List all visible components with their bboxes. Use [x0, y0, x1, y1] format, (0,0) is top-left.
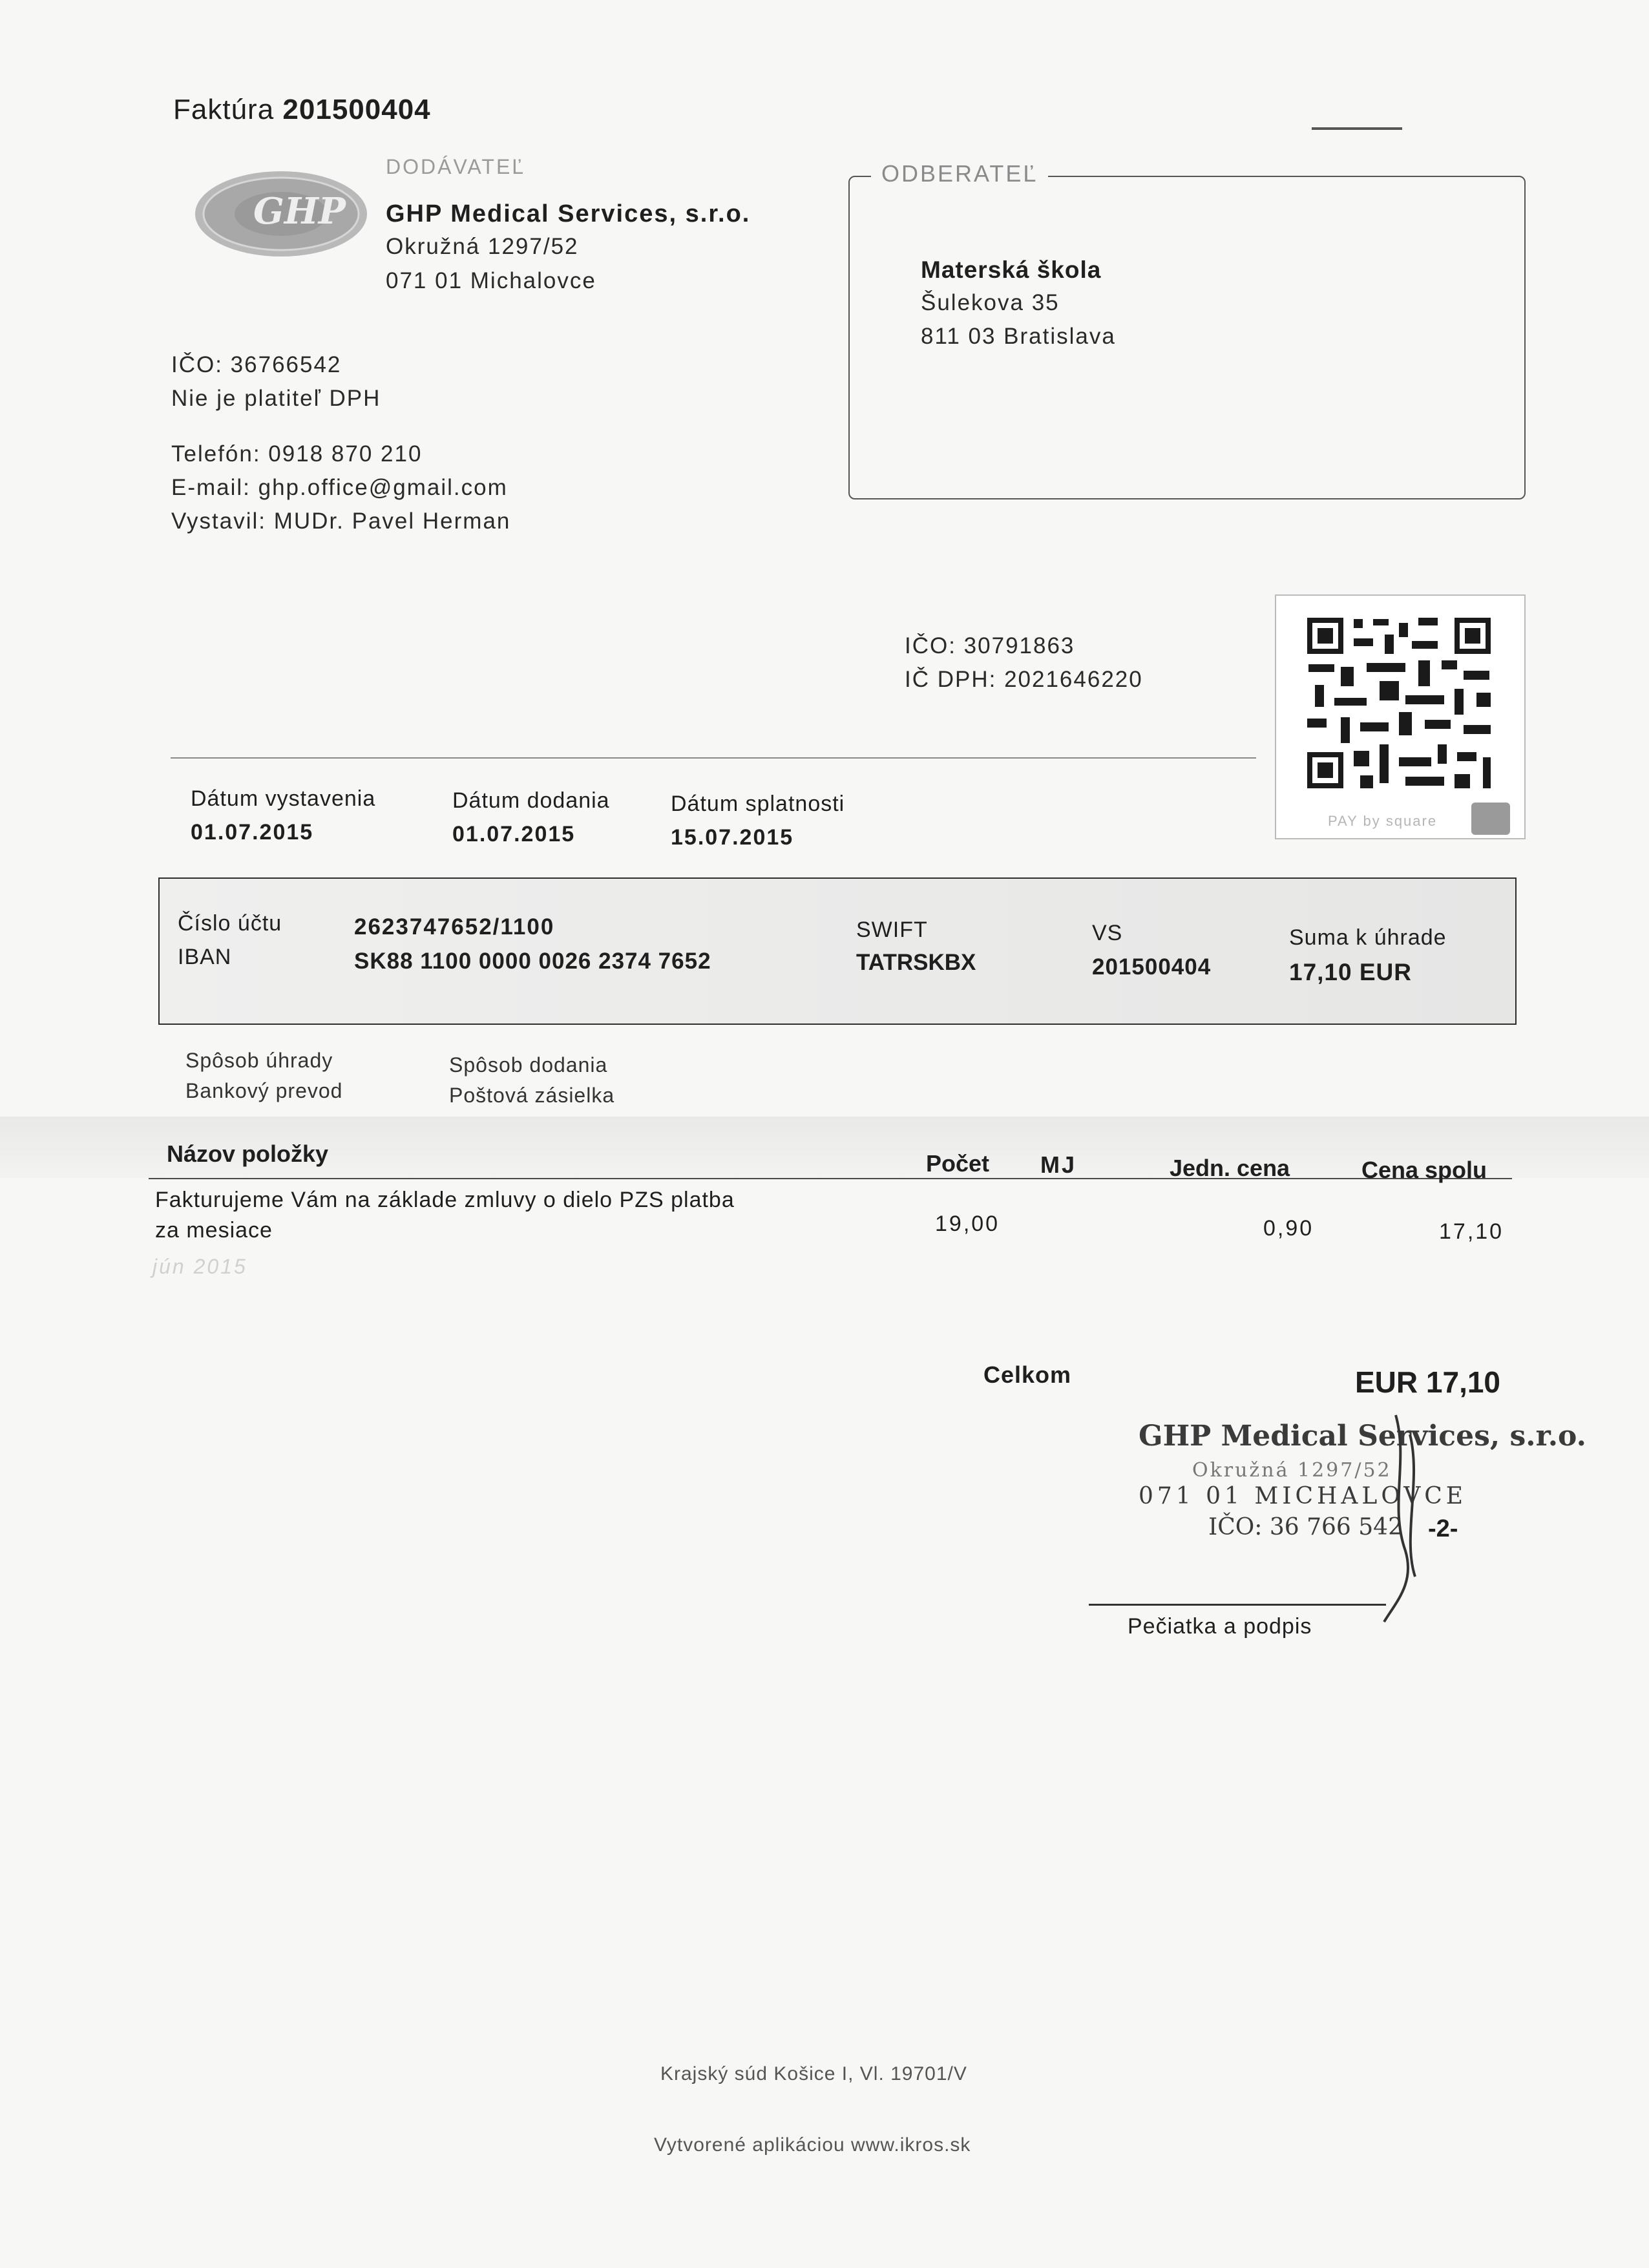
- item-description-line1: Fakturujeme Vám na základe zmluvy o dielo PZS platba: [155, 1188, 735, 1212]
- amount-value: 17,10 EUR: [1289, 959, 1412, 985]
- iban-value: SK88 1100 0000 0026 2374 7652: [354, 949, 711, 974]
- invoice-title: [173, 94, 431, 126]
- item-description-line2: za mesiace: [155, 1218, 273, 1243]
- pay-by-square-label: PAY by square: [1328, 813, 1438, 829]
- supplier-email: E-mail: ghp.office@gmail.com: [171, 475, 508, 500]
- customer-ico: IČO: 30791863: [905, 633, 1075, 658]
- header-total: Cena spolu: [1361, 1157, 1487, 1183]
- stamp-line1: GHP Medical Services, s.r.o.: [1139, 1420, 1586, 1453]
- supplier-name: GHP Medical Services, s.r.o.: [386, 200, 751, 227]
- card-icon: [1471, 803, 1510, 835]
- date-divider: [171, 757, 1256, 759]
- delivery-method-value: Poštová zásielka: [449, 1084, 615, 1107]
- swift-value: TATRSKBX: [856, 950, 976, 975]
- account-value: 2623747652/1100: [354, 914, 555, 940]
- vs-label: VS: [1092, 921, 1123, 945]
- amount-label: Suma k úhrade: [1289, 925, 1447, 950]
- supplier-logo: [194, 169, 368, 258]
- signature-line: [1089, 1604, 1386, 1606]
- item-count: 19,00: [935, 1212, 1000, 1236]
- header-item-name: Názov položky: [167, 1140, 329, 1167]
- pay-by-square-qr: [1275, 594, 1526, 839]
- item-total: 17,10: [1439, 1219, 1504, 1244]
- account-label: Číslo účtu: [178, 911, 282, 936]
- customer-city: 811 03 Bratislava: [921, 324, 1116, 349]
- customer-ic-dph: IČ DPH: 2021646220: [905, 667, 1143, 692]
- supplier-ico: IČO: 36766542: [171, 352, 342, 377]
- swift-label: SWIFT: [856, 918, 928, 942]
- supplier-issued-by: Vystavil: MUDr. Pavel Herman: [171, 509, 511, 534]
- invoice-number: 201500404: [282, 94, 431, 125]
- court-registration: Krajský súd Košice I, Vl. 19701/V: [660, 2063, 967, 2084]
- supplier-section-label: DODÁVATEĽ: [386, 155, 526, 178]
- delivery-date-label: Dátum dodania: [452, 788, 610, 813]
- total-label: Celkom: [983, 1361, 1072, 1388]
- supplier-vat-status: Nie je platiteľ DPH: [171, 386, 381, 411]
- customer-name: Materská škola: [921, 257, 1102, 283]
- stamp-line3: 071 01 MICHALOVCE: [1139, 1483, 1467, 1509]
- issue-date-label: Dátum vystavenia: [191, 786, 376, 811]
- header-unit-price: Jedn. cena: [1170, 1155, 1290, 1181]
- customer-section-label: ODBERATEĽ: [871, 160, 1048, 187]
- issue-date-value: 01.07.2015: [191, 820, 314, 845]
- header-unit: MJ: [1040, 1151, 1077, 1178]
- payment-method-value: Bankový prevod: [185, 1079, 343, 1102]
- delivery-date-value: 01.07.2015: [452, 822, 576, 846]
- iban-label: IBAN: [178, 945, 232, 969]
- created-with: Vytvorené aplikáciou www.ikros.sk: [654, 2134, 971, 2156]
- signature: [1370, 1409, 1441, 1628]
- item-note: jún 2015: [152, 1255, 247, 1278]
- signature-label: Pečiatka a podpis: [1128, 1614, 1312, 1639]
- due-date-label: Dátum splatnosti: [671, 792, 845, 816]
- page-mark: -2-: [1428, 1515, 1458, 1542]
- stamp-line4: IČO: 36 766 542: [1208, 1514, 1403, 1540]
- logo-text: GHP: [253, 190, 346, 233]
- due-date-value: 15.07.2015: [671, 825, 794, 850]
- supplier-city: 071 01 Michalovce: [386, 268, 596, 293]
- top-right-mark: [1312, 127, 1402, 130]
- delivery-method-label: Spôsob dodania: [449, 1053, 608, 1076]
- invoice-label: Faktúra: [173, 94, 275, 125]
- supplier-street: Okružná 1297/52: [386, 234, 579, 259]
- item-unit-price: 0,90: [1263, 1216, 1314, 1241]
- customer-street: Šulekova 35: [921, 290, 1060, 315]
- stamp-line2: Okružná 1297/52: [1192, 1459, 1392, 1482]
- supplier-phone: Telefón: 0918 870 210: [171, 441, 423, 467]
- vs-value: 201500404: [1092, 954, 1212, 980]
- payment-method-label: Spôsob úhrady: [185, 1049, 333, 1072]
- total-value: EUR 17,10: [1355, 1365, 1501, 1399]
- header-count: Počet: [926, 1150, 990, 1177]
- items-header-rule: [149, 1178, 1512, 1179]
